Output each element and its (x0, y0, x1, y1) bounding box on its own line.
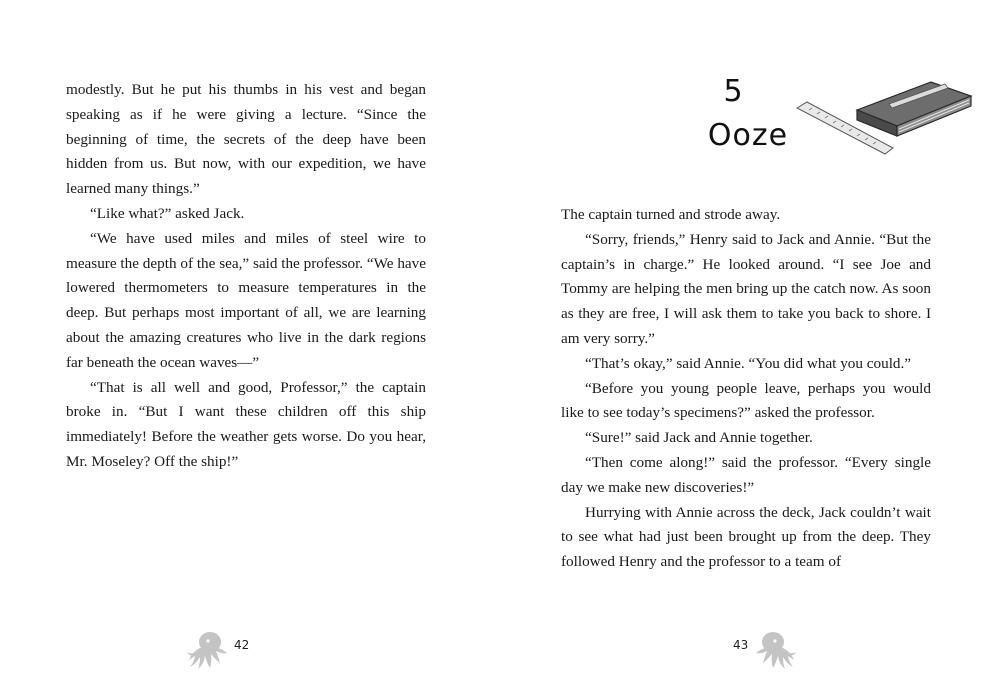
paragraph: “Sure!” said Jack and Annie together. (585, 429, 813, 447)
body-text (66, 78, 426, 475)
page-number: 43 (733, 638, 749, 652)
body-text (561, 203, 931, 575)
paragraph: “Sorry, friends,” Henry said to Jack and Annie. “But the captain’s in charge.” He looked around. “I see Joe and Tommy are helping the men bring up the catch now. As soon as they are free, I will ask them to take you back to shore. I am very sorry.” (561, 230, 931, 347)
paragraph: “That’s okay,” said Annie. “You did what you could.” (585, 354, 912, 372)
paragraph: “That is all well and good, Professor,” the captain broke in. “But I want these children off this ship immediately! Before the weather gets worse. Do you hear, Mr. Moseley? Off the ship!” (66, 378, 426, 470)
chapter-number: 5 (723, 74, 743, 109)
octopus-icon (753, 630, 797, 670)
right-page (493, 0, 986, 682)
chapter-title: Ooze (707, 118, 789, 153)
paragraph: “Then come along!” said the professor. “Every single day we make new discoveries!” (561, 453, 931, 496)
ruler-and-book-icon (793, 70, 973, 160)
paragraph: “Before you young people leave, perhaps you would like to see today’s specimens?” asked the professor. (561, 379, 931, 422)
paragraph: modestly. But he put his thumbs in his vest and began speaking as if he were giving a lecture. “Since the beginning of time, the secrets of the deep have been hidden from us. But now, with our expedition, we have learned many things.” (66, 81, 426, 198)
page-footer (186, 630, 266, 670)
paragraph: “We have used miles and miles of steel wire to measure the depth of the sea,” said the professor. “We have lowered thermometers to measure temperatures in the deep. But perhaps most important of all, we are learning about the amazing creatures who live in the dark regions far beneath the ocean waves—” (66, 229, 426, 371)
paragraph: Hurrying with Annie across the deck, Jack couldn’t wait to see what had just been brought up from the deep. They followed Henry and the professor to a team of (561, 503, 931, 571)
page-number: 42 (234, 638, 250, 652)
octopus-icon (186, 630, 230, 670)
paragraph: “Like what?” asked Jack. (90, 204, 245, 222)
paragraph: The captain turned and strode away. (561, 206, 781, 223)
page-footer (733, 630, 813, 670)
